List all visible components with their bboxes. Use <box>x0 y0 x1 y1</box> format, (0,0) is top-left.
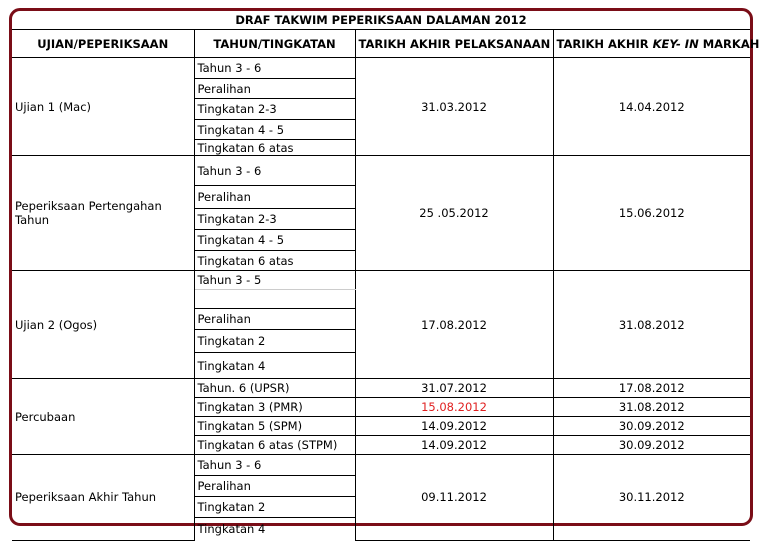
level-cell: Peralihan <box>194 476 355 497</box>
deadline-cell: 14.09.2012 <box>355 417 553 436</box>
deadline-cell: 31.07.2012 <box>355 379 553 398</box>
level-cell: Tahun 3 - 6 <box>194 156 355 186</box>
keyin-akhir: 30.11.2012 <box>553 455 750 541</box>
exam-schedule-table <box>12 11 760 541</box>
deadline-cell-highlighted: 15.08.2012 <box>355 398 553 417</box>
header-keyin <box>553 30 760 58</box>
level-cell <box>194 290 355 309</box>
exam-akhir: Peperiksaan Akhir Tahun <box>12 455 194 541</box>
exam-ujian2: Ujian 2 (Ogos) <box>12 271 194 379</box>
keyin-cell: 30.09.2012 <box>553 417 750 436</box>
level-cell: Peralihan <box>194 79 355 99</box>
keyin-cell: 30.09.2012 <box>553 436 750 455</box>
deadline-ujian1: 31.03.2012 <box>355 58 553 156</box>
keyin-cell: 17.08.2012 <box>553 379 750 398</box>
deadline-akhir: 09.11.2012 <box>355 455 553 541</box>
keyin-ujian1: 14.04.2012 <box>553 58 750 156</box>
header-deadline: TARIKH AKHIR PELAKSANAAN <box>355 30 553 58</box>
level-cell: Tingkatan 2 <box>194 497 355 518</box>
level-cell: Tahun. 6 (UPSR) <box>194 379 355 398</box>
header-keyin-suffix: MARKAH <box>698 36 760 51</box>
level-cell: Tingkatan 5 (SPM) <box>194 417 355 436</box>
header-level: TAHUN/TINGKATAN <box>194 30 355 58</box>
level-cell: Tahun 3 - 6 <box>194 58 355 79</box>
level-cell: Peralihan <box>194 186 355 209</box>
keyin-cell: 31.08.2012 <box>553 398 750 417</box>
level-cell: Tingkatan 4 <box>194 518 355 541</box>
table-row <box>12 58 750 79</box>
deadline-pertengahan: 25 .05.2012 <box>355 156 553 271</box>
table-row <box>12 271 750 290</box>
table-row <box>12 455 750 476</box>
level-cell: Tingkatan 6 atas <box>194 140 355 156</box>
table-title: DRAF TAKWIM PEPERIKSAAN DALAMAN 2012 <box>12 11 750 30</box>
level-cell: Tahun 3 - 6 <box>194 455 355 476</box>
level-cell: Tingkatan 2 <box>194 330 355 353</box>
level-cell: Tingkatan 2-3 <box>194 209 355 230</box>
keyin-ujian2: 31.08.2012 <box>553 271 750 379</box>
level-cell: Peralihan <box>194 309 355 330</box>
exam-pertengahan <box>12 156 194 271</box>
level-cell: Tingkatan 4 - 5 <box>194 230 355 251</box>
level-cell: Tingkatan 6 atas (STPM) <box>194 436 355 455</box>
exam-percubaan: Percubaan <box>12 379 194 455</box>
level-cell: Tingkatan 3 (PMR) <box>194 398 355 417</box>
table-row <box>12 156 750 186</box>
header-keyin-italic: KEY- IN <box>652 36 699 51</box>
exam-pertengahan-line2: Tahun <box>15 213 50 227</box>
table-row <box>12 379 750 398</box>
level-cell: Tingkatan 2-3 <box>194 99 355 120</box>
exam-pertengahan-line1: Peperiksaan Pertengahan <box>15 199 162 213</box>
document-frame <box>9 8 760 536</box>
deadline-ujian2: 17.08.2012 <box>355 271 553 379</box>
header-exam: UJIAN/PEPERIKSAAN <box>12 30 194 58</box>
level-cell: Tahun 3 - 5 <box>194 271 355 290</box>
level-cell: Tingkatan 6 atas <box>194 251 355 271</box>
level-cell: Tingkatan 4 <box>194 353 355 379</box>
keyin-pertengahan: 15.06.2012 <box>553 156 750 271</box>
header-keyin-prefix: TARIKH AKHIR <box>556 36 653 51</box>
deadline-cell: 14.09.2012 <box>355 436 553 455</box>
exam-ujian1: Ujian 1 (Mac) <box>12 58 194 156</box>
level-cell: Tingkatan 4 - 5 <box>194 120 355 140</box>
